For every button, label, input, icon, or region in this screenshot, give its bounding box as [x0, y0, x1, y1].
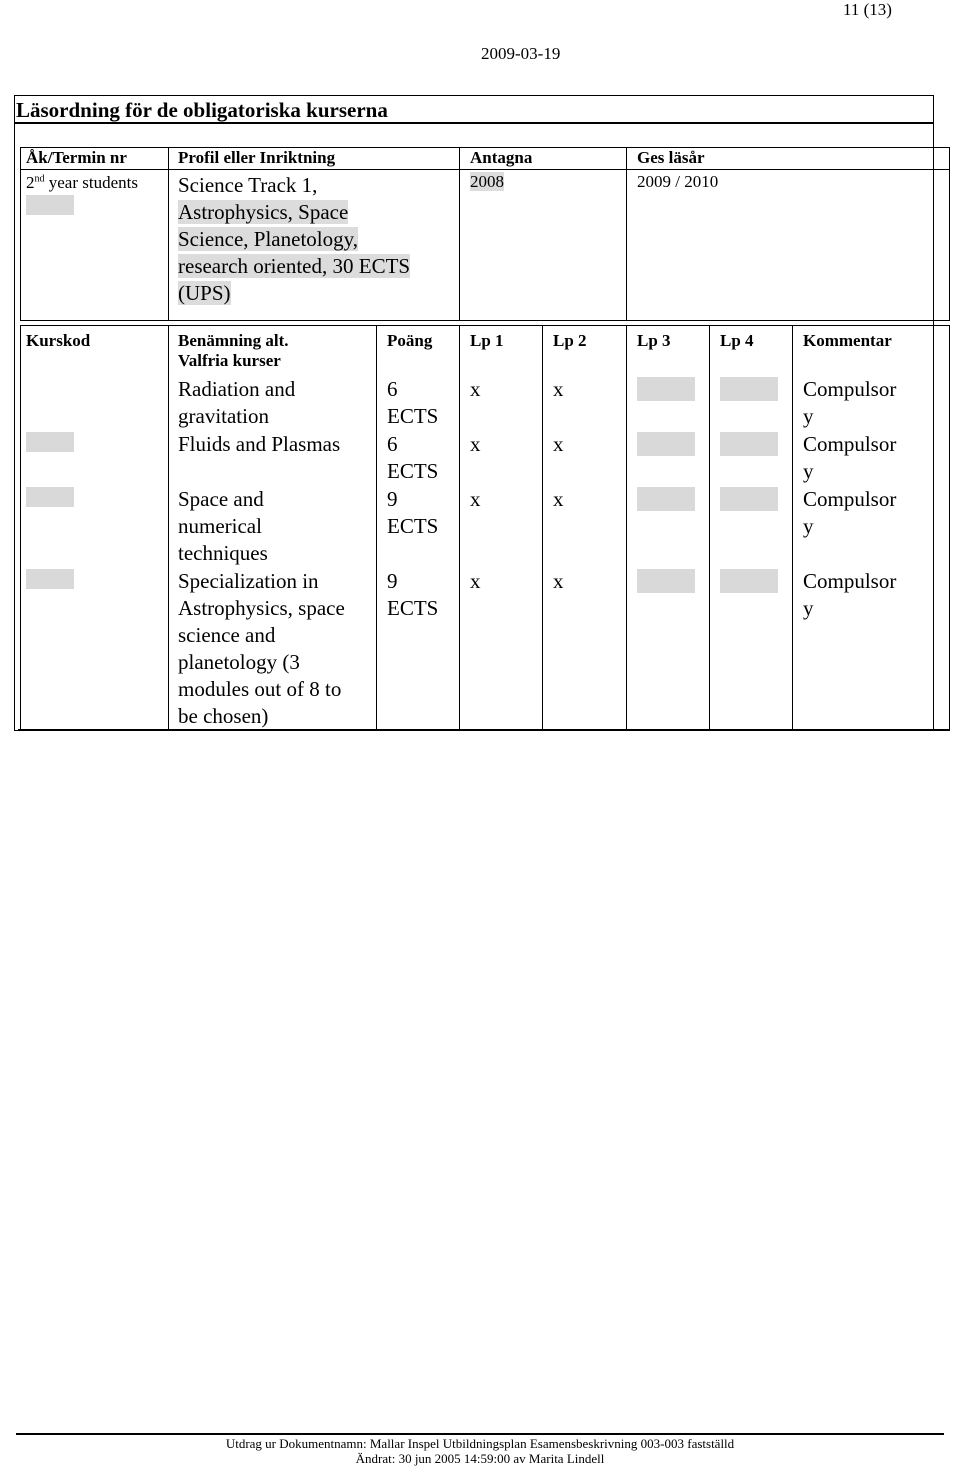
course-table-divider — [949, 325, 950, 730]
lp3-shaded-cell — [637, 569, 695, 593]
course-header-code: Kurskod — [26, 331, 91, 350]
course-table-divider — [626, 325, 627, 730]
lp4-shaded-cell — [720, 432, 778, 456]
info-header-year: Åk/Termin nr — [26, 148, 127, 167]
course-comment-line: Compulsor — [803, 487, 897, 511]
course-name-line: techniques — [178, 541, 268, 565]
course-comment — [803, 486, 896, 540]
year-number: 2 — [26, 173, 35, 192]
course-comment — [803, 376, 896, 430]
lp3-shaded-cell — [637, 487, 695, 511]
course-name-line: planetology (3 — [178, 650, 300, 674]
course-header-lp1: Lp 1 — [470, 331, 504, 350]
course-table-divider — [709, 325, 710, 730]
footer-modified: Ändrat: 30 jun 2005 14:59:00 av Marita Lindell — [355, 1451, 605, 1466]
course-header-lp4: Lp 4 — [720, 331, 754, 350]
course-table-divider — [542, 325, 543, 730]
course-name-line: modules out of 8 to — [178, 677, 342, 701]
course-table-divider — [20, 325, 21, 730]
info-table-header-divider — [20, 169, 950, 170]
document-date: 2009-03-19 — [481, 44, 561, 63]
course-name-line: numerical — [178, 514, 262, 538]
lp2-mark: x — [553, 487, 564, 511]
lp4-shaded-cell — [720, 569, 778, 593]
course-points-line: ECTS — [387, 459, 439, 483]
course-name — [178, 486, 268, 567]
course-name-line: Specialization in — [178, 569, 319, 593]
course-name-line: science and — [178, 623, 276, 647]
info-header-profile: Profil eller Inriktning — [178, 148, 336, 167]
course-name-line: Astrophysics, space — [178, 596, 345, 620]
course-table-border-top — [20, 325, 950, 326]
page-number: 11 (13) — [843, 0, 892, 19]
course-points — [387, 568, 438, 622]
course-comment-line: y — [803, 596, 814, 620]
course-name-line: be chosen) — [178, 704, 269, 728]
footer-document-name: Utdrag ur Dokumentnamn: Mallar Inspel Utbildningsplan Esamensbeskrivning 003-003 fastställd — [225, 1436, 735, 1451]
course-points-line: 6 — [387, 432, 398, 456]
course-header-points: Poäng — [387, 331, 433, 350]
course-name-line: Space and — [178, 487, 264, 511]
course-points — [387, 376, 438, 430]
course-points-line: ECTS — [387, 596, 439, 620]
lp4-shaded-cell — [720, 487, 778, 511]
course-points — [387, 431, 438, 485]
section-title: Läsordning för de obligatoriska kurserna — [16, 98, 388, 122]
given-year-value: 2009 / 2010 — [637, 172, 719, 191]
course-header-lp3: Lp 3 — [637, 331, 671, 350]
info-table-border-right — [949, 147, 950, 320]
course-name — [178, 376, 295, 430]
footer-divider — [16, 1433, 944, 1435]
course-points-line: ECTS — [387, 514, 439, 538]
course-header-comment: Kommentar — [803, 331, 892, 350]
info-header-given-year: Ges läsår — [637, 148, 705, 167]
lp1-mark: x — [470, 377, 481, 401]
lp1-mark: x — [470, 569, 481, 593]
course-comment — [803, 568, 896, 622]
course-header-name — [178, 331, 289, 371]
info-table-divider — [459, 147, 460, 320]
profile-line: Astrophysics, Space — [178, 200, 349, 224]
course-points — [387, 486, 438, 540]
lp1-mark: x — [470, 432, 481, 456]
course-comment — [803, 431, 896, 485]
course-name-line: gravitation — [178, 404, 269, 428]
info-header-admitted: Antagna — [470, 148, 533, 167]
course-header-lp2: Lp 2 — [553, 331, 587, 350]
course-comment-line: y — [803, 459, 814, 483]
info-table-divider — [168, 147, 169, 320]
course-comment-line: Compulsor — [803, 569, 897, 593]
info-table-border-bottom — [20, 320, 950, 321]
profile-line: (UPS) — [178, 281, 231, 305]
info-table-border-left — [20, 147, 21, 320]
profile-line: Science, Planetology, — [178, 227, 359, 251]
course-comment-line: Compulsor — [803, 377, 897, 401]
course-header-name-line: Benämning alt. — [178, 331, 289, 350]
lp2-mark: x — [553, 377, 564, 401]
admitted-value: 2008 — [470, 172, 504, 191]
info-table-divider — [626, 147, 627, 320]
code-shaded-cell — [26, 487, 74, 507]
lp2-mark: x — [553, 432, 564, 456]
lp3-shaded-cell — [637, 377, 695, 401]
year-cell — [26, 173, 138, 193]
code-shaded-cell — [26, 432, 74, 452]
course-comment-line: Compulsor — [803, 432, 897, 456]
course-header-name-line: Valfria kurser — [178, 351, 281, 370]
course-name — [178, 568, 345, 730]
course-table-divider — [459, 325, 460, 730]
profile-line: research oriented, 30 ECTS — [178, 254, 411, 278]
year-label: year students — [44, 173, 138, 192]
code-shaded-cell — [26, 569, 74, 589]
lp4-shaded-cell — [720, 377, 778, 401]
course-table-divider — [792, 325, 793, 730]
course-points-line: 9 — [387, 569, 398, 593]
lp2-mark: x — [553, 569, 564, 593]
course-points-line: 6 — [387, 377, 398, 401]
course-table-divider — [376, 325, 377, 730]
course-comment-line: y — [803, 404, 814, 428]
course-name-line: Radiation and — [178, 377, 296, 401]
course-table-border-bottom — [18, 729, 950, 731]
gray-field-block — [26, 195, 74, 215]
profile-line: Science Track 1, — [178, 173, 318, 197]
course-points-line: 9 — [387, 487, 398, 511]
title-divider — [14, 122, 934, 124]
year-ordinal: nd — [34, 173, 45, 185]
course-name — [178, 431, 340, 458]
course-name-line: Fluids and Plasmas — [178, 432, 341, 456]
lp3-shaded-cell — [637, 432, 695, 456]
course-table-divider — [168, 325, 169, 730]
lp1-mark: x — [470, 487, 481, 511]
profile-cell — [178, 172, 410, 307]
course-points-line: ECTS — [387, 404, 439, 428]
course-comment-line: y — [803, 514, 814, 538]
